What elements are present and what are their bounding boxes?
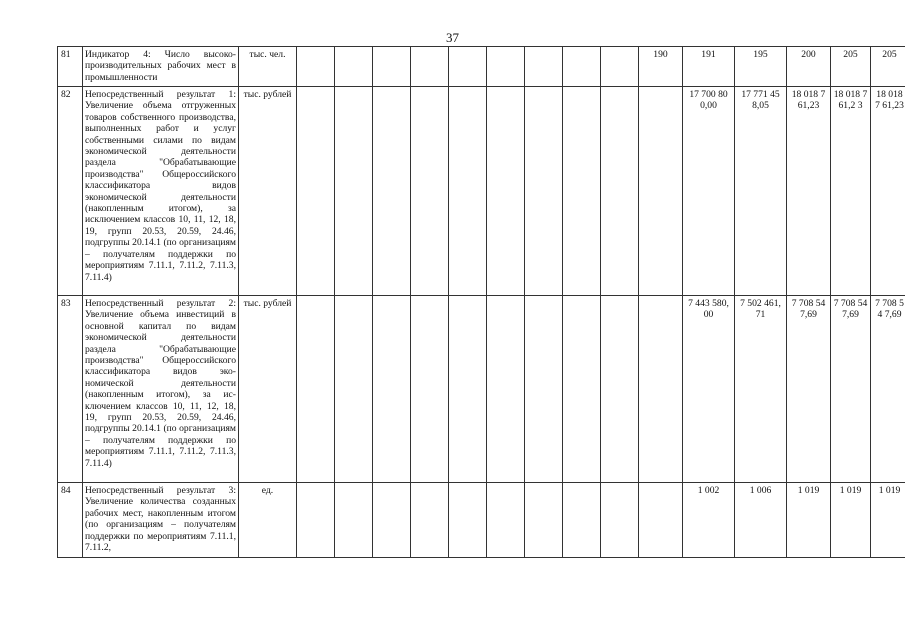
empty-cell <box>411 296 449 483</box>
empty-cell <box>601 47 639 87</box>
empty-cell <box>601 483 639 558</box>
value-cell: 7 443 580, 00 <box>683 296 735 483</box>
value-cell: 17 771 45 8,05 <box>735 87 787 296</box>
empty-cell <box>449 47 487 87</box>
value-cell: 200 <box>787 47 831 87</box>
empty-cell <box>449 296 487 483</box>
empty-cell <box>297 483 335 558</box>
empty-cell <box>411 483 449 558</box>
value-cell: 195 <box>735 47 787 87</box>
row-number: 83 <box>58 296 83 483</box>
value-cell: 190 <box>639 47 683 87</box>
unit-cell: тыс. рублей <box>239 87 297 296</box>
empty-cell <box>411 47 449 87</box>
empty-cell <box>525 87 563 296</box>
empty-cell <box>563 483 601 558</box>
value-cell: 1 019 <box>831 483 871 558</box>
empty-cell <box>335 296 373 483</box>
empty-cell <box>487 47 525 87</box>
value-cell: 1 002 <box>683 483 735 558</box>
unit-cell: ед. <box>239 483 297 558</box>
indicator-name: Непосредственный результат 2: Увеличение объема инвестиций в основной капитал по видам экономической деятельности раздела "Обрабатывающие производства" Общероссийского классификатора видов экономической деятельности (накопленным итогом), за исключением классов 10, 11, 12, 18, 19, групп 20.53, 20.59, 24.46, подгруппы 20.14.1 (по организациям – получателям поддержки по мероприятиям 7.11.1, 7.11.2, 7.11.3, 7.11.4) <box>83 296 239 483</box>
value-cell: 7 708 54 7,69 <box>871 296 905 483</box>
value-cell: 205 <box>831 47 871 87</box>
empty-cell <box>563 87 601 296</box>
empty-cell <box>563 296 601 483</box>
empty-cell <box>297 87 335 296</box>
unit-cell: тыс. чел. <box>239 47 297 87</box>
row-number: 81 <box>58 47 83 87</box>
empty-cell <box>487 483 525 558</box>
indicator-name: Непосредственный результат 3: Увеличение количества созданных рабочих мест, накопленным итогом (по организациям – получателям поддержки по мероприятиям 7.11.1, 7.11.2, <box>83 483 239 558</box>
indicator-name: Непосредственный результат 1: Увеличение объема отгруженных товаров собственного производства, выполненных работ и услуг собственными силами по видам экономической деятельности раздела "Обрабатывающие производства" Общероссийского классификатора видов экономической деятельности (накопленным итогом), за исключением классов 10, 11, 12, 18, 19, групп 20.53, 20.59, 24.46, подгруппы 20.14.1 (по организациям – получателям поддержки по мероприятиям 7.11.1, 7.11.2, 7.11.3, 7.11.4) <box>83 87 239 296</box>
empty-cell <box>449 87 487 296</box>
empty-cell <box>525 296 563 483</box>
empty-cell <box>373 87 411 296</box>
empty-cell <box>601 296 639 483</box>
value-cell: 7 502 461, 71 <box>735 296 787 483</box>
value-cell: 1 006 <box>735 483 787 558</box>
empty-cell <box>335 47 373 87</box>
empty-cell <box>487 296 525 483</box>
indicator-name: Индикатор 4: Число высокопроизводительных рабочих мест в промышленности <box>83 47 239 87</box>
value-cell: 191 <box>683 47 735 87</box>
empty-cell <box>373 47 411 87</box>
empty-cell <box>601 87 639 296</box>
value-cell: 18 018 7 61,23 <box>871 87 905 296</box>
value-cell <box>639 296 683 483</box>
value-cell: 7 708 547,69 <box>831 296 871 483</box>
value-cell: 18 018 7 61,23 <box>787 87 831 296</box>
empty-cell <box>449 483 487 558</box>
value-cell: 7 708 54 7,69 <box>787 296 831 483</box>
row-number: 82 <box>58 87 83 296</box>
table-row <box>58 87 905 296</box>
empty-cell <box>335 87 373 296</box>
value-cell <box>639 87 683 296</box>
value-cell: 1 019 <box>871 483 905 558</box>
empty-cell <box>335 483 373 558</box>
empty-cell <box>297 296 335 483</box>
page-number: 37 <box>446 30 459 45</box>
table-row <box>58 483 905 558</box>
empty-cell <box>525 47 563 87</box>
value-cell: 17 700 80 0,00 <box>683 87 735 296</box>
unit-cell: тыс. рублей <box>239 296 297 483</box>
empty-cell <box>373 296 411 483</box>
empty-cell <box>525 483 563 558</box>
empty-cell <box>563 47 601 87</box>
empty-cell <box>373 483 411 558</box>
empty-cell <box>411 87 449 296</box>
table-row <box>58 47 905 87</box>
value-cell <box>639 483 683 558</box>
value-cell: 1 019 <box>787 483 831 558</box>
row-number: 84 <box>58 483 83 558</box>
value-cell: 205 <box>871 47 905 87</box>
indicators-table <box>57 46 905 558</box>
value-cell: 18 018 761,2 3 <box>831 87 871 296</box>
table-row <box>58 296 905 483</box>
empty-cell <box>487 87 525 296</box>
empty-cell <box>297 47 335 87</box>
